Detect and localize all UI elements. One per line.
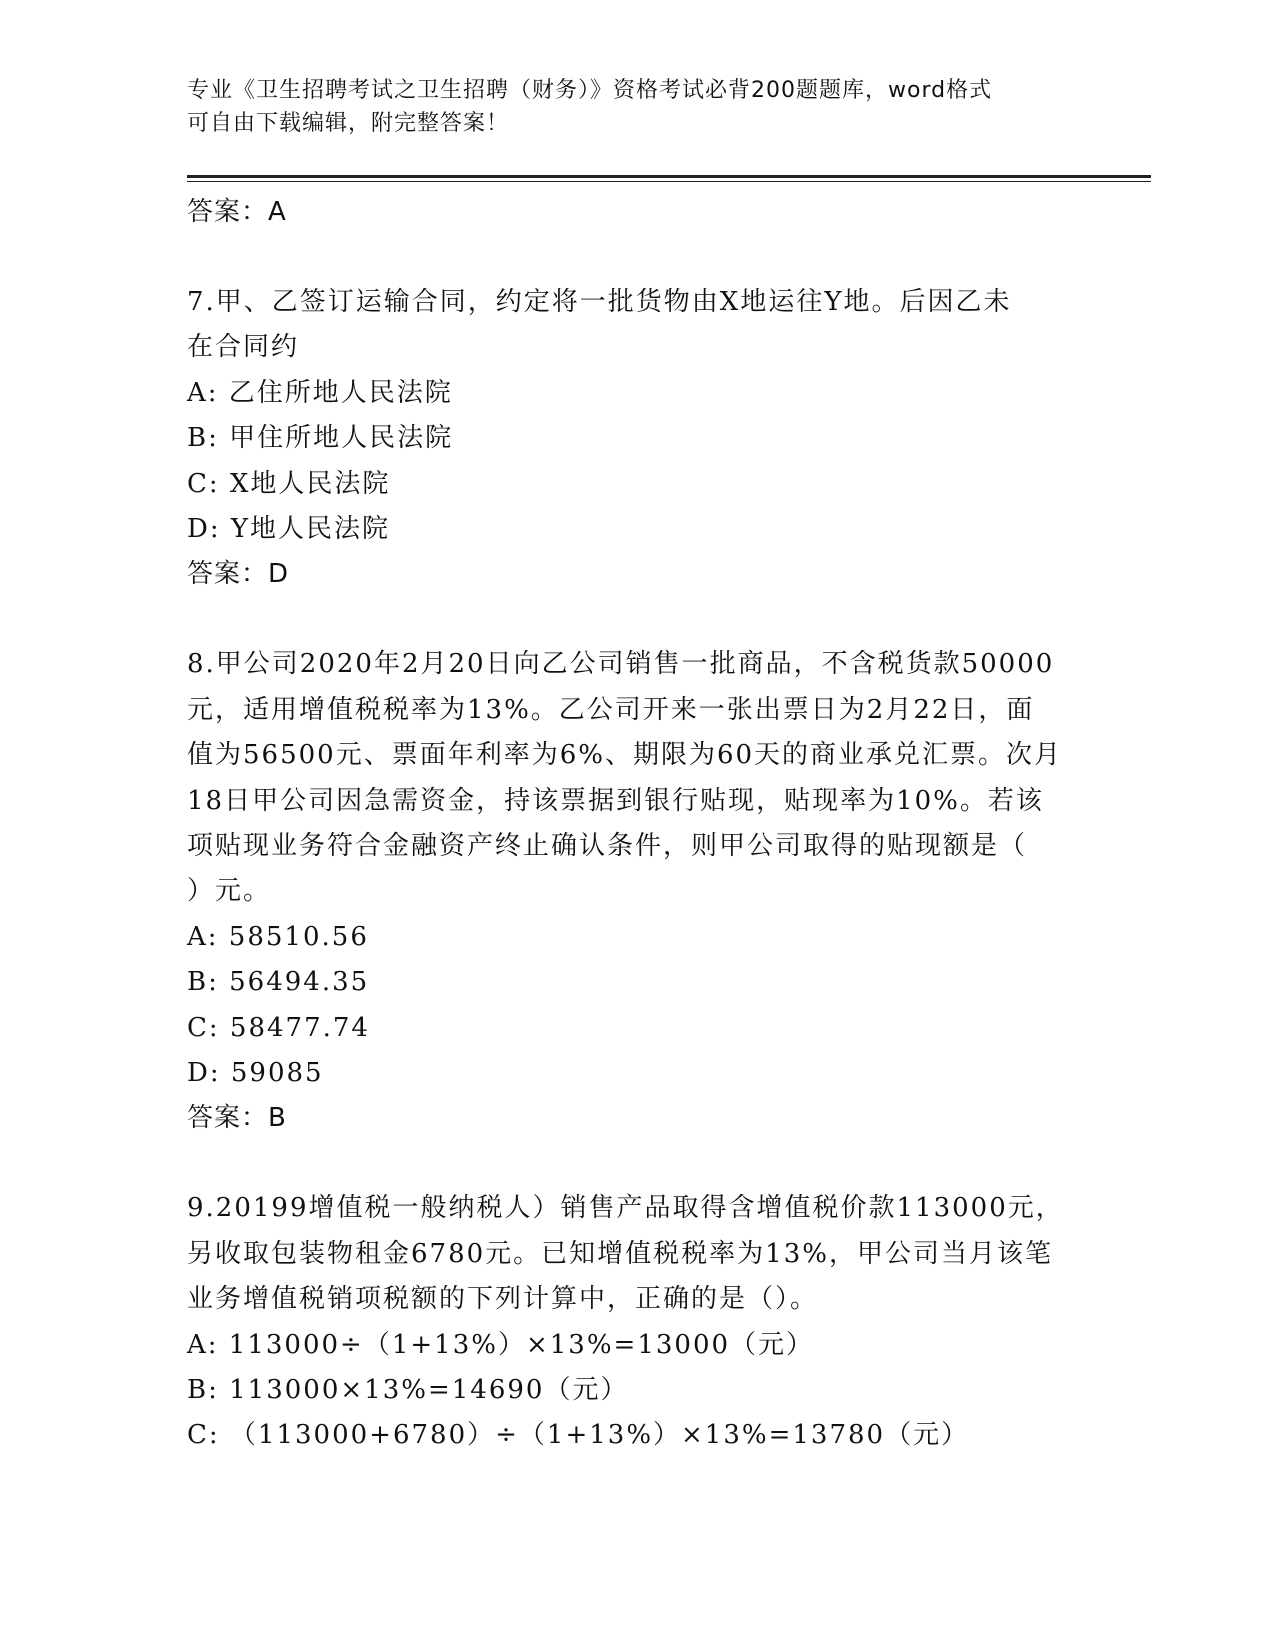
stem-line: 值为56500元、票面年利率为6%、期限为60天的商业承兑汇票。次月	[187, 740, 1063, 771]
header-rule-thick	[187, 175, 1151, 178]
header-rule-thin	[187, 181, 1151, 182]
stem-line: 7.甲、乙签订运输合同，约定将一批货物由X地运往Y地。后因乙未	[187, 287, 1012, 317]
option-d: D: Y地人民法院	[187, 513, 391, 544]
option-b: B: 56494.35	[187, 967, 370, 998]
option-d: D: 59085	[187, 1057, 324, 1088]
answer: 答案：B	[187, 1103, 287, 1134]
stem-line: 8.甲公司2020年2月20日向乙公司销售一批商品，不含税货款50000	[187, 649, 1055, 680]
option-b: B: 113000×13%=14690（元）	[187, 1374, 629, 1405]
stem-line: 在合同约	[187, 332, 300, 363]
stem-line: 业务增值税销项税额的下列计算中，正确的是（）。	[187, 1284, 819, 1315]
document-body	[187, 190, 1087, 1459]
stem-line: 元，适用增值税税率为13%。乙公司开来一张出票日为2月22日，面	[187, 694, 1035, 725]
stem-line: ）元。	[187, 876, 272, 907]
stem-line: 18日甲公司因急需资金，持该票据到银行贴现，贴现率为10%。若该	[187, 785, 1044, 816]
answer: 答案：D	[187, 559, 290, 590]
question-stem	[187, 1186, 1087, 1322]
header-line-2: 可自由下载编辑，附完整答案！	[187, 111, 510, 136]
header-line-1: 专业《卫生招聘考试之卫生招聘（财务）》资格考试必背200题题库，word格式	[187, 78, 993, 103]
question-stem	[187, 280, 1087, 371]
option-c: C: X地人民法院	[187, 468, 391, 499]
option-a: A: 113000÷（1+13%）×13%=13000（元）	[187, 1329, 815, 1360]
answer-previous-question: 答案：A	[187, 197, 287, 227]
stem-line: 项贴现业务符合金融资产终止确认条件，则甲公司取得的贴现额是（	[187, 831, 1028, 861]
option-a: A: 乙住所地人民法院	[187, 377, 453, 408]
stem-line: 9.20199增值税一般纳税人）销售产品取得含增值税价款113000元，	[187, 1193, 1064, 1224]
option-c: C: 58477.74	[187, 1012, 370, 1043]
question-9	[187, 1186, 1087, 1458]
option-a: A: 58510.56	[187, 921, 369, 952]
stem-line: 另收取包装物租金6780元。已知增值税税率为13%，甲公司当月该笔	[187, 1238, 1053, 1269]
document-header	[187, 74, 1087, 140]
question-stem	[187, 642, 1087, 914]
option-b: B: 甲住所地人民法院	[187, 423, 454, 454]
question-7	[187, 280, 1087, 597]
question-8	[187, 642, 1087, 1141]
option-c: C: （113000+6780）÷（1+13%）×13%=13780（元）	[187, 1420, 970, 1451]
